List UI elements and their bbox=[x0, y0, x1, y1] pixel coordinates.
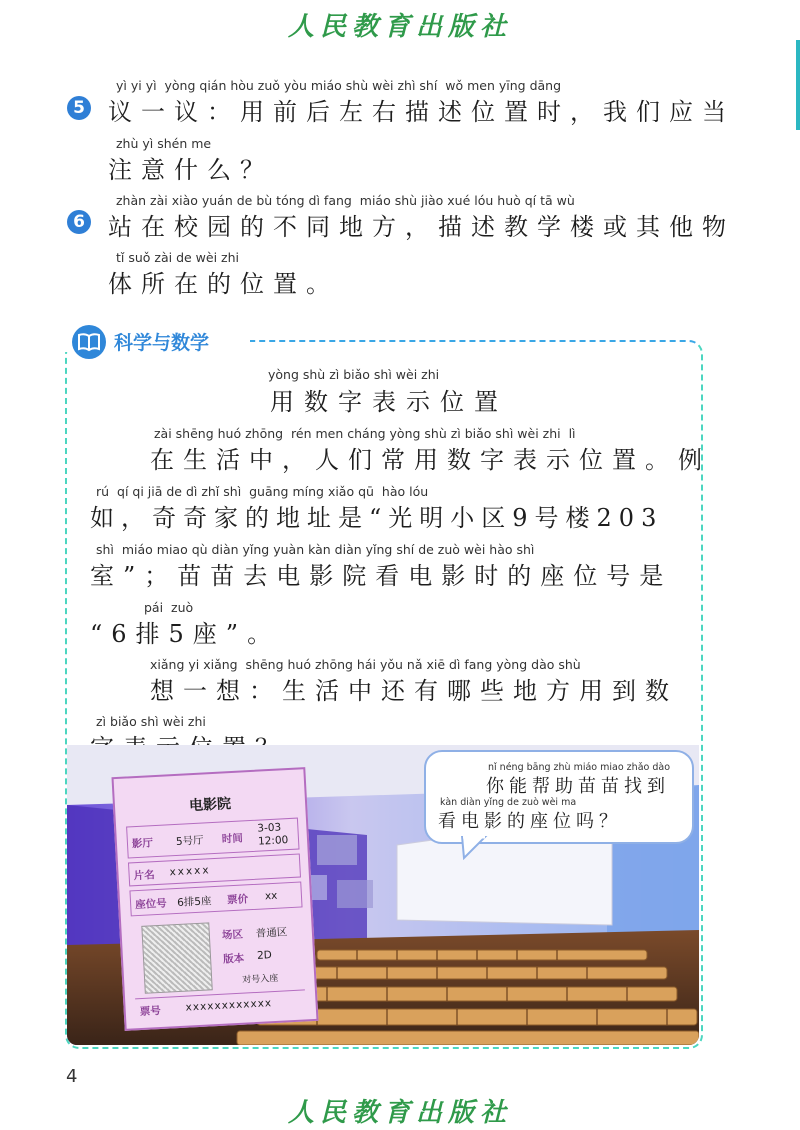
page-number: 4 bbox=[66, 1066, 78, 1087]
box-line3-pinyin: shì miáo miao qù diàn yǐng yuàn kàn diàn yǐng shí de zuò wèi hào shì bbox=[96, 542, 535, 557]
ticket-price-value: xx bbox=[264, 889, 278, 903]
ticket-hall-label: 影厅 bbox=[131, 837, 154, 851]
ticket-seat-label: 座位号 bbox=[134, 897, 167, 912]
page-edge-marker bbox=[796, 40, 800, 130]
ticket-barcode bbox=[141, 922, 212, 993]
speech-bubble-tail bbox=[460, 836, 490, 860]
ticket-row-film bbox=[128, 854, 301, 887]
science-book-icon bbox=[72, 325, 106, 359]
box-line1-text: 在生活中，人们常用数字表示位置。例 bbox=[150, 446, 711, 474]
box-line4-text: “6排5座”。 bbox=[90, 620, 281, 648]
ticket-time-label: 时间 bbox=[221, 832, 244, 846]
bubble-line2-text: 看电影的座位吗？ bbox=[438, 811, 622, 832]
q5-line2-text: 注意什么？ bbox=[108, 156, 273, 184]
box-line1-pinyin: zài shēng huó zhōng rén men cháng yòng shù zì biǎo shì wèi zhi lì bbox=[154, 426, 576, 441]
question-6-number: 6 bbox=[67, 210, 91, 234]
publisher-header: 人民教育出版社 bbox=[287, 12, 512, 42]
ticket-film-label: 片名 bbox=[133, 869, 155, 883]
box-title-pinyin: yòng shù zì biǎo shì wèi zhi bbox=[268, 367, 440, 382]
question-5-number: 5 bbox=[67, 96, 91, 120]
bubble-line2-pinyin: kàn diàn yǐng de zuò wèi ma bbox=[440, 797, 577, 808]
box-line5-text: 想一想：生活中还有哪些地方用到数 bbox=[150, 677, 678, 705]
box-line6-pinyin: zì biǎo shì wèi zhi bbox=[96, 714, 206, 729]
q5-line2-pinyin: zhù yì shén me bbox=[116, 136, 212, 151]
q6-line1-pinyin: zhàn zài xiào yuán de bù tóng dì fang miáo shù jiào xué lóu huò qí tā wù bbox=[116, 193, 575, 208]
ticket-row-seat bbox=[129, 881, 302, 916]
ticket-seat-value: 6排5座 bbox=[176, 895, 212, 909]
ticket-row-number bbox=[135, 989, 306, 1019]
ticket-zone-label: 场区 bbox=[221, 928, 244, 942]
ticket-note: 对号入座 bbox=[242, 973, 279, 986]
box-line4-pinyin: pái zuò bbox=[144, 600, 194, 615]
q6-line2-pinyin: tǐ suǒ zài de wèi zhi bbox=[116, 250, 239, 265]
ticket-zone-value: 普通区 bbox=[255, 926, 288, 940]
ticket-row-hall bbox=[126, 818, 299, 859]
ticket-hall-value: 5号厅 bbox=[175, 834, 204, 848]
box-line2-pinyin: rú qí qi jiā de dì zhǐ shì guāng míng xiǎo qū hào lóu bbox=[96, 484, 429, 499]
q6-line1-text: 站在校园的不同地方，描述教学楼或其他物 bbox=[108, 213, 735, 241]
box-title: 用数字表示位置 bbox=[270, 388, 508, 416]
box-line5-pinyin: xiǎng yi xiǎng shēng huó zhōng hái yǒu nǎ xiē dì fang yòng dào shù bbox=[150, 657, 581, 672]
ticket-version-value: 2D bbox=[256, 949, 273, 962]
ticket-price-label: 票价 bbox=[226, 893, 249, 907]
science-math-label: 科学与数学 bbox=[114, 332, 210, 354]
q5-line1-text: 议一议：用前后左右描述位置时，我们应当 bbox=[108, 98, 735, 126]
q6-line2-text: 体所在的位置。 bbox=[108, 270, 339, 298]
bubble-line1-pinyin: nǐ néng bāng zhù miáo miao zhǎo dào bbox=[488, 762, 671, 773]
ticket-number-value: xxxxxxxxxxxx bbox=[185, 997, 273, 1014]
ticket-time-clock: 12:00 bbox=[257, 834, 289, 848]
bubble-line1-text: 你能帮助苗苗找到 bbox=[486, 776, 670, 797]
ticket-film-value: xxxxx bbox=[169, 864, 211, 879]
ticket-time-date: 3-03 bbox=[257, 821, 282, 835]
movie-ticket bbox=[111, 767, 318, 1031]
ticket-version-label: 版本 bbox=[222, 952, 245, 966]
publisher-footer: 人民教育出版社 bbox=[287, 1098, 512, 1128]
box-line3-text: 室”；苗苗去电影院看电影时的座位号是 bbox=[90, 562, 673, 590]
ticket-number-label: 票号 bbox=[139, 1004, 162, 1019]
ticket-title: 电影院 bbox=[188, 796, 232, 815]
q5-line1-pinyin: yì yi yì yòng qián hòu zuǒ yòu miáo shù wèi zhì shí wǒ men yīng dāng bbox=[116, 78, 562, 93]
box-line2-text: 如，奇奇家的地址是“光明小区9号楼203 bbox=[90, 504, 664, 532]
